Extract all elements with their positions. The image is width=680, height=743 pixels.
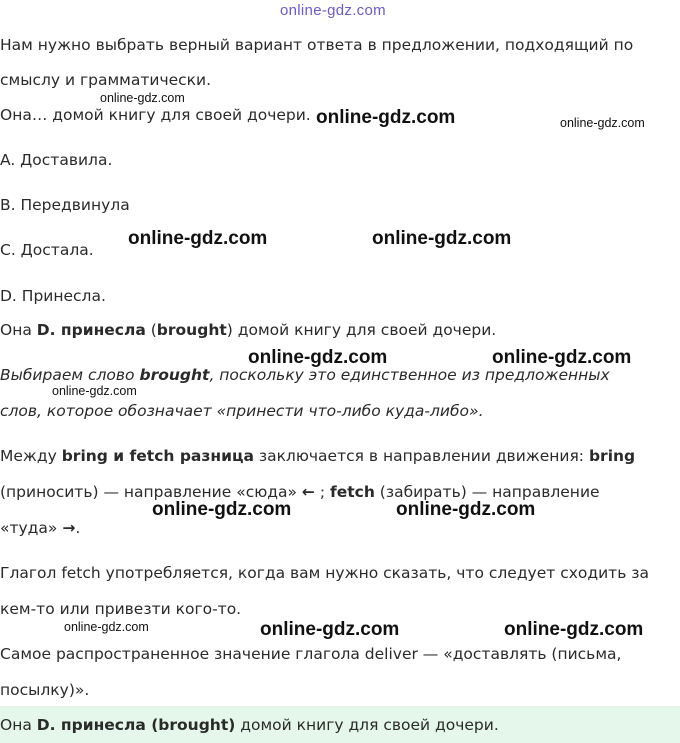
answer-text: Она	[0, 321, 37, 339]
answer-line	[0, 320, 496, 340]
watermark: online-gdz.com	[492, 347, 632, 368]
final-answer-choice: D. принесла (brought)	[36, 716, 236, 734]
watermark: online-gdz.com	[52, 384, 137, 398]
bring-keyword: bring	[588, 447, 636, 465]
option-a: A. Доставила.	[0, 151, 113, 169]
fetch-keyword: fetch	[329, 483, 375, 501]
bring-fetch-text: (приносить) — направление «сюда»	[0, 483, 302, 501]
explanation-text: Выбираем слово	[0, 366, 140, 384]
bring-fetch-text: ;	[314, 483, 330, 501]
watermark: online-gdz.com	[260, 619, 400, 640]
bring-fetch-line-3	[0, 518, 80, 538]
fetch-note-line-2: кем-то или привезти кого-то.	[0, 600, 242, 618]
answer-text: ) домой книгу для своей дочери.	[226, 321, 497, 339]
deliver-note-line-2: посылку)».	[0, 681, 90, 699]
fetch-note-line-1: Глагол fetch употребляется, когда вам нужно сказать, что следует сходить за	[0, 564, 649, 582]
watermark: online-gdz.com	[64, 620, 149, 634]
task-line-1: Нам нужно выбрать верный вариант ответа в предложении, подходящий по	[0, 36, 634, 54]
arrow-left-icon: ←	[301, 483, 315, 501]
bring-fetch-text: Между	[0, 447, 62, 465]
bring-fetch-line-1	[0, 446, 635, 466]
final-answer-line	[0, 715, 499, 735]
watermark: online-gdz.com	[152, 499, 292, 520]
answer-english: brought	[156, 321, 227, 339]
watermark: online-gdz.com	[504, 619, 644, 640]
option-d: D. Принесла.	[0, 287, 106, 305]
watermark: online-gdz.com	[560, 116, 645, 130]
bring-fetch-text: заключается в направлении движения:	[253, 447, 589, 465]
bring-fetch-text: .	[75, 519, 81, 537]
explanation-text: , поскольку это единственное из предложенных	[209, 366, 610, 384]
bring-fetch-keyword: bring и fetch разница	[61, 447, 254, 465]
task-sentence: Она… домой книгу для своей дочери.	[0, 106, 311, 124]
final-answer-text: Она	[0, 716, 37, 734]
watermark: online-gdz.com	[100, 91, 185, 105]
watermark: online-gdz.com	[396, 499, 536, 520]
top-watermark: online-gdz.com	[280, 2, 386, 19]
deliver-note-line-1: Самое распространенное значение глагола deliver — «доставлять (письма,	[0, 645, 622, 663]
explanation-line-2: слов, которое обозначает «принести что-либо куда-либо».	[0, 402, 484, 420]
watermark: online-gdz.com	[248, 347, 388, 368]
option-c: C. Достала.	[0, 241, 94, 259]
watermark: online-gdz.com	[128, 228, 268, 249]
bring-fetch-text: (забирать) — направление	[374, 483, 600, 501]
watermark: online-gdz.com	[316, 107, 456, 128]
arrow-right-icon: →	[62, 519, 76, 537]
option-b: B. Передвинула	[0, 196, 130, 214]
answer-text: (	[145, 321, 157, 339]
answer-choice: D. принесла	[36, 321, 146, 339]
task-line-2: смыслу и грамматически.	[0, 71, 212, 89]
watermark: online-gdz.com	[372, 228, 512, 249]
final-answer-text: домой книгу для своей дочери.	[235, 716, 499, 734]
bring-fetch-text: «туда»	[0, 519, 63, 537]
explanation-keyword: brought	[139, 366, 210, 384]
